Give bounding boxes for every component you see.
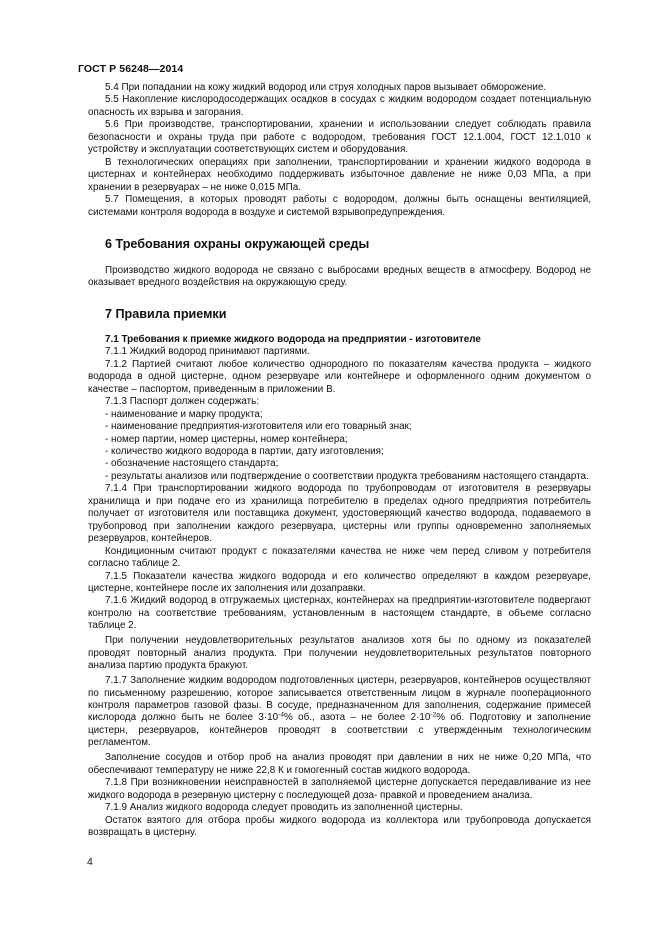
document-header: ГОСТ Р 56248—2014 [78, 63, 184, 75]
paragraph [88, 675, 591, 750]
paragraph: Заполнение сосудов и отбор проб на анализ проводят при давлении в них не ниже 0,20 МПа, что обеспечивают температуру не ниже 22,8 К и гомогенный состав жидкого водорода. [88, 752, 591, 776]
paragraph: 5.6 При производстве, транспортировании, хранении и использовании следует соблюдать правила безопасности и охраны труда при работе с водородом, требования ГОСТ 12.1.004, ГОСТ 12.1.010 к устройству и эксплуатации соответствующих систем и оборудования. [88, 119, 591, 156]
paragraph: 7.1.1 Жидкий водород принимают партиями. [105, 346, 310, 358]
paragraph: - результаты анализов или подтверждение о соответствии продукта требованиям настоящего стандарта. [105, 470, 589, 482]
paragraph: 7.1.4 При транспортировании жидкого водорода по трубопроводам от изготовителя в резервуары хранилища и при подаче его из хранилища потребителю в пределах одного предприятия потребитель получает от изготовителя или поставщика документ, удостоверяющий качество водорода, подаваемого в трубопровод при заполнении каждого резервуара, цистерны или группы одновременно заполняемых резервуаров, контейнеров. [88, 483, 591, 545]
text-run: 7.1.7 Заполнение жидким водородом подготовленных цистерн, резервуаров, контейнеров осуществляют по письменному разрешению, которое записывается ответственным лицом в журнале пооперационного контроля параметров газовой фазы. В сосуде, предназначенном для заполнения, содержание примесей кислорода должно быть не более 3·10 [88, 675, 591, 724]
paragraph: Остаток взятого для отбора пробы жидкого водорода из коллектора или трубопровода допускается возвращать в цистерну. [88, 814, 591, 839]
paragraph: - обозначение настоящего стандарта; [105, 458, 279, 470]
paragraph: При получении неудовлетворительных результатов анализов хотя бы по одному из показателей проводят повторный анализ продукта. При получении неудовлетворительных результатов повторного анализа партию продукта бракуют. [88, 635, 591, 672]
paragraph: 5.4 При попадании на кожу жидкий водород или струя холодных паров вызывает обморожение. [105, 82, 547, 93]
subsection-heading: 7.1 Требования к приемке жидкого водорода на предприятии - изготовителе [105, 333, 481, 345]
text-run: % об. Подготовку и заполнение цистерн, резервуаров, контейнеров проводят в соответствии с утвержденным технологическим регламентом. [88, 712, 591, 749]
paragraph: 5.7 Помещения, в которых проводят работы с водородом, должны быть оснащены вентиляцией, системами контроля водорода в воздухе и системой взрывопредупреждения. [88, 194, 591, 218]
paragraph: 7.1.5 Показатели качества жидкого водорода и его количество определяют в каждом резервуаре, цистерне, контейнере после их заполнения или дозаправки. [88, 570, 591, 594]
paragraph: 7.1.8 При возникновении неисправностей в заполняемой цистерне допускается передавливание из нее жидкого водорода в резервную цистерну с последующей доза- правкой и проведением анализа. [88, 777, 591, 801]
paragraph: - наименование и марку продукта; [105, 408, 263, 420]
superscript: -4 [278, 711, 284, 719]
paragraph: 7.1.9 Анализ жидкого водорода следует проводить из заполненной цистерны. [105, 802, 463, 814]
text-run: % об., азота – не более 2·10 [283, 712, 431, 724]
paragraph: - количество жидкого водорода в партии, дату изготовления; [105, 445, 384, 457]
paragraph: - наименование предприятия-изготовителя или его товарный знак; [105, 421, 412, 433]
paragraph: 7.1.3 Паспорт должен содержать: [105, 396, 260, 408]
paragraph: 7.1.6 Жидкий водород в отгружаемых цистернах, контейнерах на предприятии-изготовителе подвергают контролю на соответствие требованиям, установленным в настоящем стандарте, в объеме согласно таблице 2. [88, 595, 591, 632]
section-heading: 6 Требования охраны окружающей среды [105, 236, 370, 251]
paragraph: Кондиционным считают продукт с показателями качества не ниже чем перед сливом у потребителя согласно таблице 2. [88, 545, 591, 570]
page-number: 4 [87, 856, 93, 868]
paragraph: 7.1.2 Партией считают любое количество однородного по показателям качества продукта – жидкого водорода в одной цистерне, одном резервуаре или контейнере и оформленного одним документом о качестве – паспортом, приведенным в приложении В. [88, 358, 591, 395]
superscript: -2 [430, 711, 437, 719]
document-body [88, 82, 591, 840]
paragraph: В технологических операциях при заполнении, транспортировании и хранении жидкого водорода в цистернах и контейнерах необходимо поддерживать избыточное давление не ниже 0,03 МПа, а при хранении в резервуарах – не ниже 0,015 МПа. [88, 156, 591, 193]
paragraph: Производство жидкого водорода не связано с выбросами вредных веществ в атмосферу. Водород не оказывает вредного воздействия на окружающую среду. [88, 264, 591, 289]
paragraph: - номер партии, номер цистерны, номер контейнера; [105, 433, 348, 445]
section-heading: 7 Правила приемки [105, 306, 227, 321]
paragraph: 5.5 Накопление кислородосодержащих осадков в сосудах с жидким водородом создает потенциальную опасность их взрыва и загорания. [88, 94, 591, 118]
